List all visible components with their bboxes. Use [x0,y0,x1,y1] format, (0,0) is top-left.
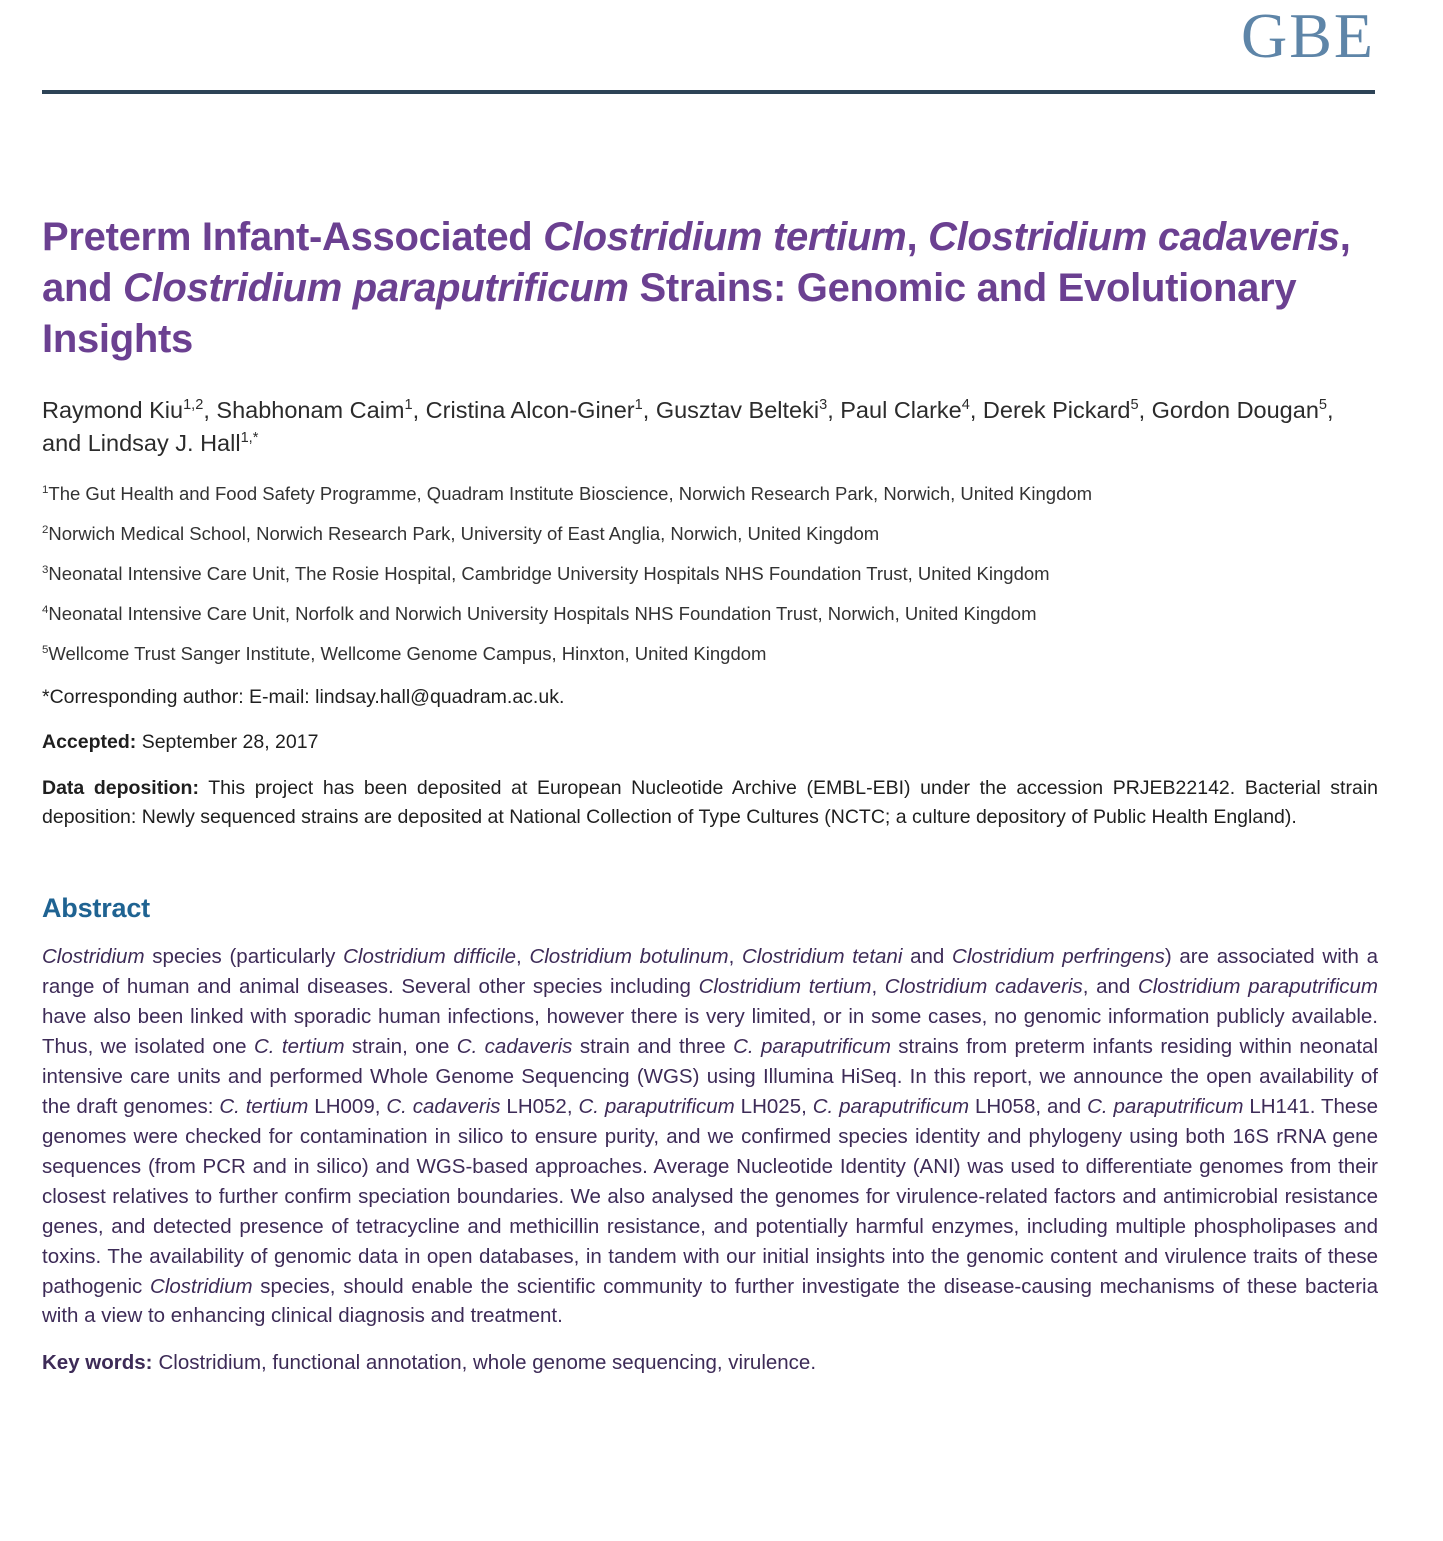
accepted-label: Accepted: [42,731,137,754]
affiliation-item [42,522,1378,547]
text-run: Strains: Genomic and Evolutionary Insights [42,266,1297,362]
species-name: Clostridium cadaveris [884,975,1083,999]
species-name: Clostridium paraputrificum [123,266,629,311]
text-run: LH052, [500,1094,579,1118]
text-run: , [871,975,885,999]
keywords-values: Clostridium, functional annotation, whole genome sequencing, virulence. [158,1351,817,1375]
author-affiliation-marker: 1,* [240,430,259,447]
abstract-body [42,942,1378,1331]
keywords-label: Key words: [42,1351,153,1375]
accepted-date-note [42,728,1378,756]
author-name: Gusztav Belteki [655,396,820,423]
author-name: Gordon Dougan [1151,396,1319,423]
species-name: Clostridium botulinum [529,945,729,969]
author-affiliation-marker: 3 [819,396,828,413]
affiliation-text: Wellcome Trust Sanger Institute, Wellcome Genome Campus, Hinxton, United Kingdom [48,643,767,665]
article-notes [42,683,1378,831]
page-title [42,212,1362,366]
text-run: , and [1082,975,1138,999]
text-run: and [902,945,953,969]
data-deposition-text: This project has been deposited at European Nucleotide Archive (EMBL-EBI) under the accession PRJEB22142. Bacterial strain deposition: Newly sequenced strains are deposited at National Collection of Type Cultures (NCTC; a culture depository of Public Health England). [42,776,1378,828]
author-affiliation-marker: 5 [1130,396,1139,413]
species-name: C. cadaveris [386,1094,501,1118]
affiliation-list [42,482,1378,667]
species-name: C. paraputrificum [733,1035,891,1059]
author-affiliation-marker: 4 [961,396,970,413]
affiliation-text: Neonatal Intensive Care Unit, The Rosie Hospital, Cambridge University Hospitals NHS Foundation Trust, United Kingdom [48,563,1050,585]
author-name: Derek Pickard [982,396,1131,423]
species-name: Clostridium tetani [742,945,903,969]
text-run: species, should enable the scientific community to further investigate the disease-causing mechanisms of these bacteria with a view to enhancing clinical diagnosis and treatment. [42,1274,1378,1328]
accepted-value: September 28, 2017 [136,731,319,754]
affiliation-text: Neonatal Intensive Care Unit, Norfolk and Norwich University Hospitals NHS Foundation Trust, Norwich, United Kingdom [48,603,1037,625]
text-run: , and [42,215,1351,311]
species-name: Clostridium tertium [543,215,907,259]
affiliation-item [42,482,1378,507]
text-run: LH025, [734,1094,813,1118]
journal-logo: GBE [1241,0,1375,71]
affiliation-marker: 5 [42,644,49,656]
text-run: have also been linked with sporadic human infections, however there is very limited, or in some cases, no genomic information publicly available. Thus, we isolated one [42,1005,1378,1059]
species-name: C. paraputrificum [578,1094,735,1118]
author-name: Cristina Alcon-Giner [425,396,635,423]
species-name: Clostridium tertium [698,975,872,999]
species-name: C. tertium [219,1094,309,1118]
data-deposition-label: Data deposition: [42,776,199,799]
author-affiliation-marker: 1 [634,396,643,413]
text-run: LH009, [308,1094,387,1118]
keywords [42,1348,1378,1378]
text-run: LH141. These genomes were checked for contamination in silico to ensure purity, and we confirmed species identity and phylogeny using both 16S rRNA gene sequences (from PCR and in silico) and WGS-based approaches. Average Nucleotide Identity (ANI) was used to differentiate genomes from their closest relatives to further confirm speciation boundaries. We also analysed the genomes for virulence-related factors and antimicrobial resistance genes, and detected presence of tetracycline and methicillin resistance, and potentially harmful enzymes, including multiple phospholipases and toxins. The availability of genomic data in open databases, in tandem with our initial insights into the genomic content and virulence traits of these pathogenic [42,1094,1378,1298]
species-name: C. paraputrificum [1087,1094,1244,1118]
species-name: Clostridium paraputrificum [1137,975,1378,999]
data-deposition-note [42,774,1378,832]
affiliation-item [42,642,1378,667]
text-run: , [728,945,742,969]
affiliation-item [42,562,1378,587]
affiliation-marker: 4 [42,604,49,617]
species-name: Clostridium difficile [343,945,517,969]
species-name: Clostridium cadaveris [928,215,1340,259]
species-name: Clostridium [42,945,145,969]
text-run: , [516,945,530,969]
text-run: Preterm Infant-Associated [42,215,544,259]
species-name: Clostridium [150,1274,253,1298]
affiliation-text: Norwich Medical School, Norwich Research Park, University of East Anglia, Norwich, United Kingdom [48,523,880,545]
text-run: strain and three [572,1035,734,1059]
species-name: C. tertium [253,1035,345,1059]
corresponding-author-note: *Corresponding author: E-mail: lindsay.hall@quadram.ac.uk. [42,686,565,709]
author-name: and Lindsay J. Hall [42,429,241,456]
abstract-heading: Abstract [42,893,150,924]
text-run: species (particularly [144,945,344,969]
species-name: C. cadaveris [456,1035,573,1059]
species-name: C. paraputrificum [812,1094,970,1118]
text-run: LH058, and [969,1094,1088,1118]
author-name: Raymond Kiu [42,396,184,423]
affiliation-marker: 1 [42,484,49,497]
affiliation-item [42,602,1378,627]
text-run: ) are associated with a range of human and animal diseases. Several other species including [42,945,1378,999]
affiliation-marker: 2 [42,524,49,537]
author-list: Raymond Kiu$^{1,2}$, Shabhonam Caim$^1$, Cristina Alcon-Giner$^1$, Gusztav Belteki$^3$, Paul Clarke$^4$, Derek Pickard$^5$, Gordon Dougan$^5$, and Lindsay J. Hall$^{1,*}$ [42,396,1334,456]
text-run: strain, one [344,1035,457,1059]
author-affiliation-marker: 5 [1318,396,1327,413]
text-run: , [906,215,929,259]
author-name: Paul Clarke [840,396,962,423]
author-affiliation-marker: 1 [404,396,413,413]
text-run: strains from preterm infants residing within neonatal intensive care units and performed Whole Genome Sequencing (WGS) using Illumina HiSeq. In this report, we announce the open availability of the draft genomes: [42,1035,1378,1118]
article-content [42,0,1378,1378]
author-name: Shabhonam Caim [216,396,405,423]
affiliation-marker: 3 [42,564,49,577]
author-affiliation-marker: 1,2 [183,396,204,413]
species-name: Clostridium perfringens [952,945,1165,969]
affiliation-text: The Gut Health and Food Safety Programme, Quadram Institute Bioscience, Norwich Research Park, Norwich, United Kingdom [48,483,1093,505]
